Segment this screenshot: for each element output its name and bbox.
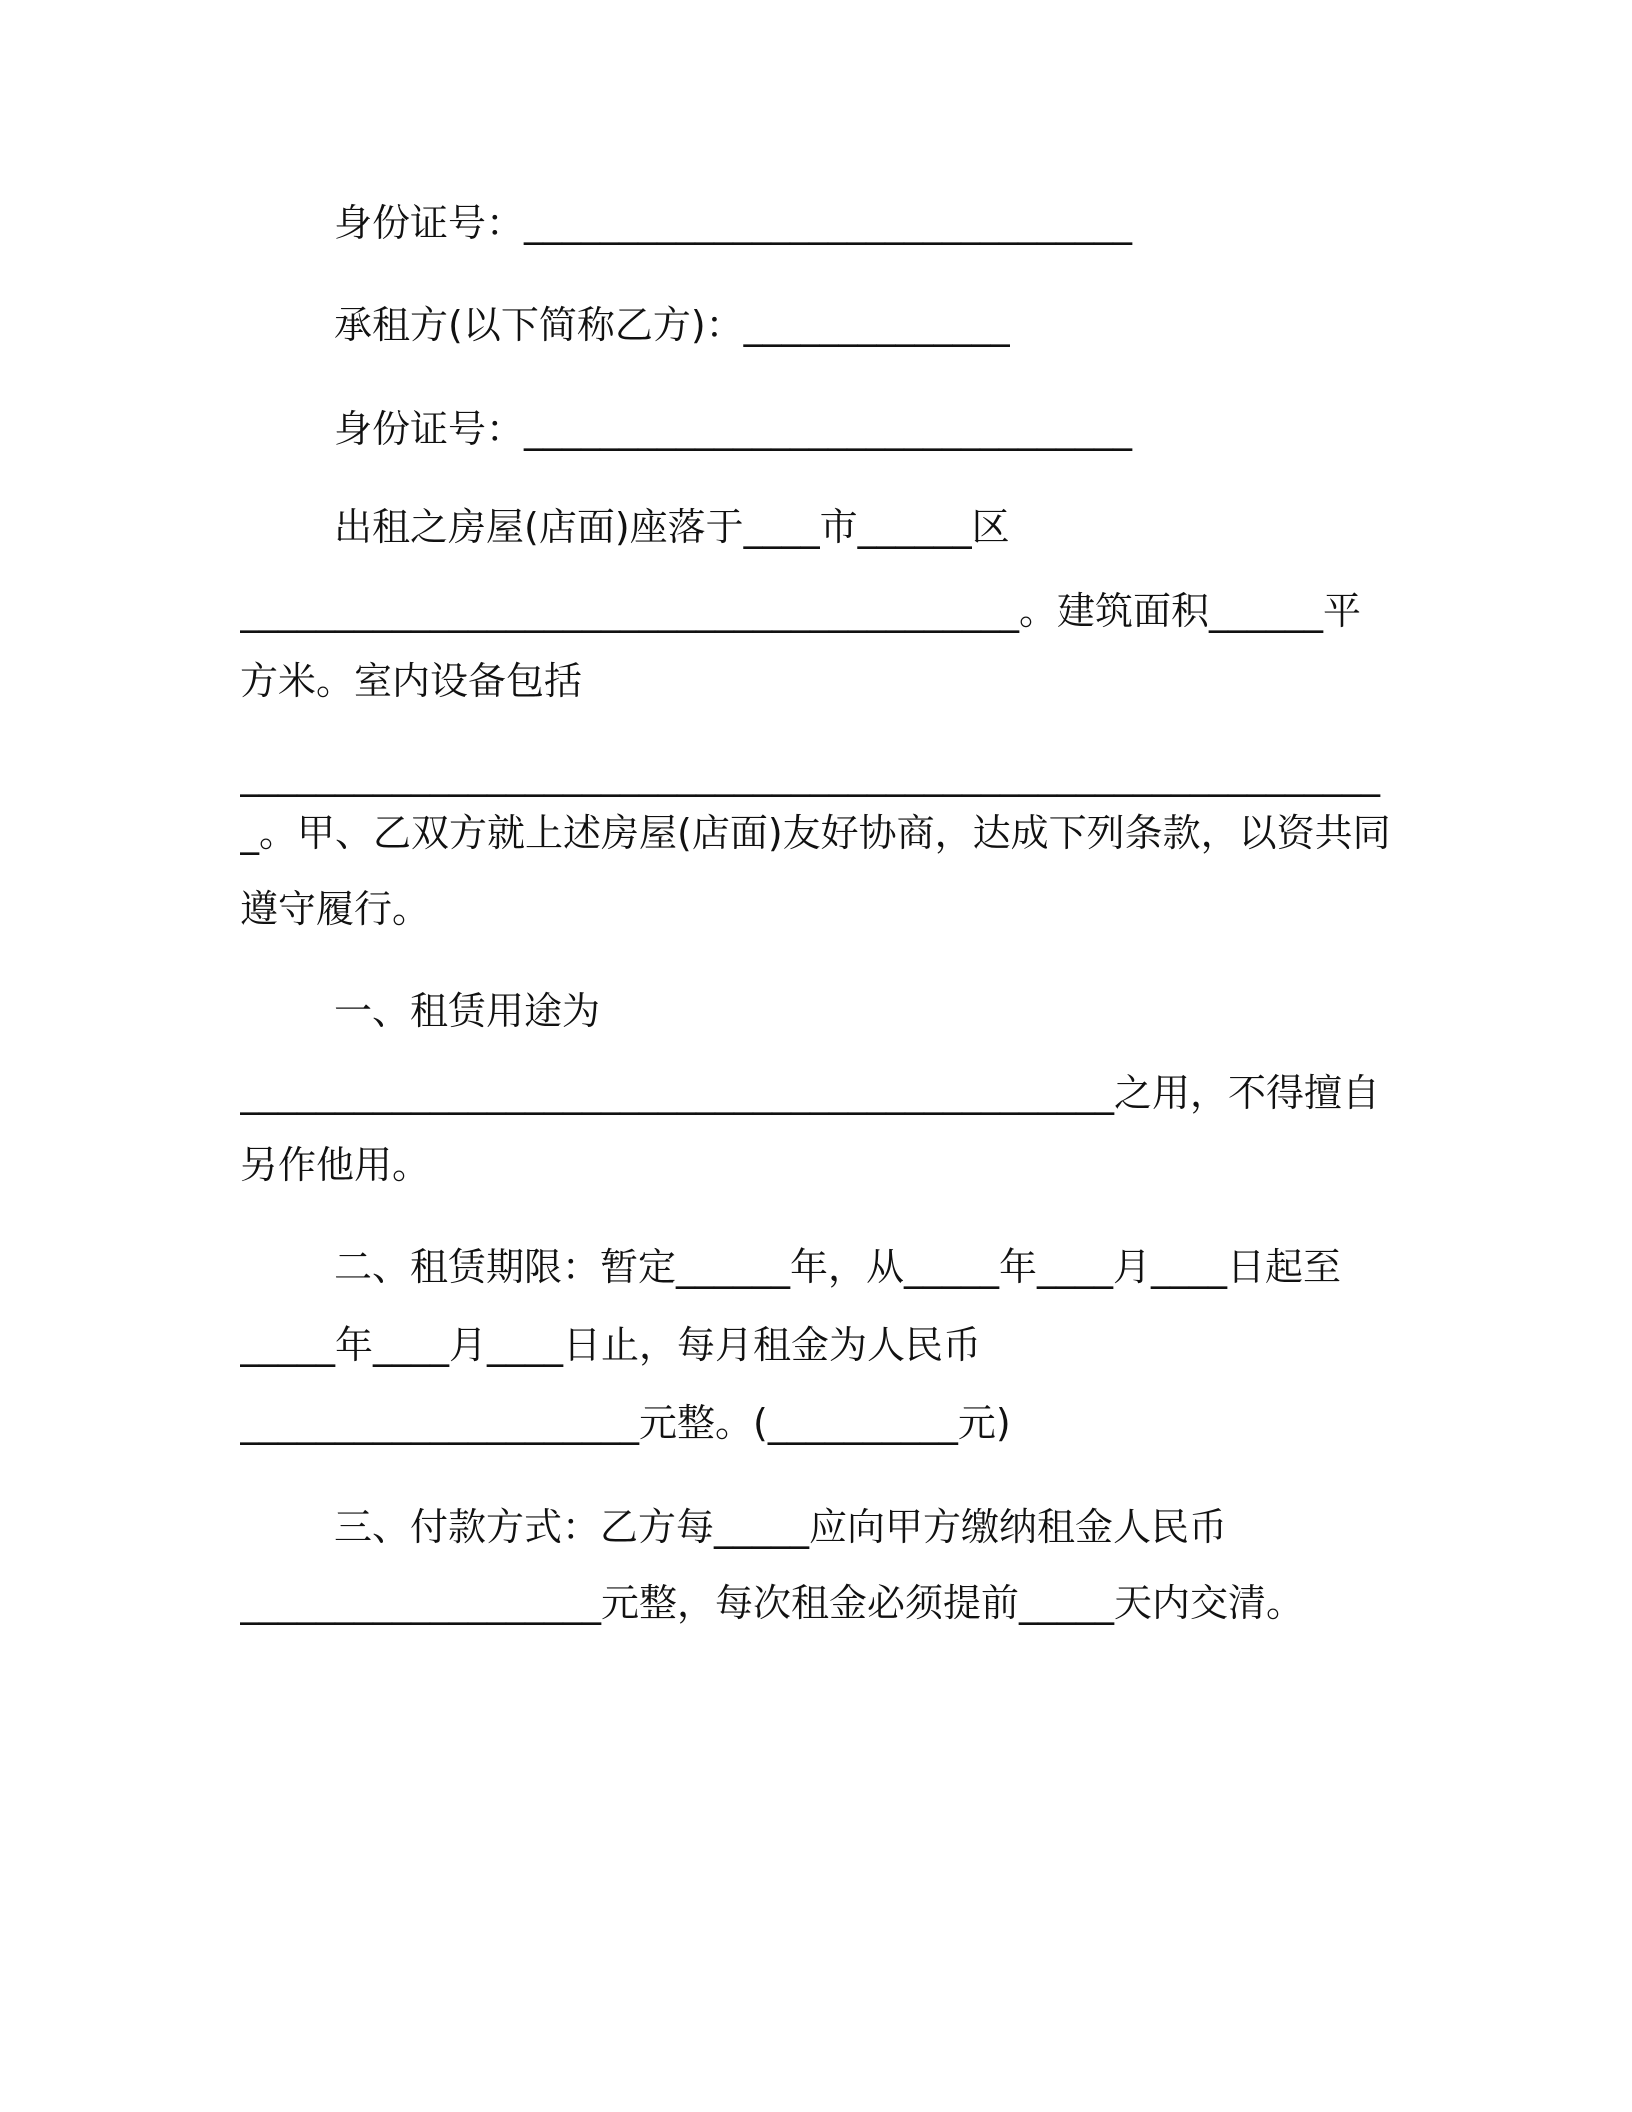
clause-3-text: ___________________元整，每次租金必须提前_____天内交清。 — [240, 1581, 1305, 1625]
clause-3-heading: 三、付款方式：乙方每_____应向甲方缴纳租金人民币 — [334, 1505, 1228, 1549]
id-number-line-2: 身份证号：________________________________ — [334, 407, 1133, 451]
clause-2-amount: _____________________元整。(__________元) — [240, 1401, 1011, 1445]
clause-1-heading: 一、租赁用途为 — [334, 989, 601, 1033]
property-location-line: 出租之房屋(店面)座落于____市______区 — [334, 505, 1010, 549]
agreement-line-cont: 遵守履行。 — [240, 887, 431, 931]
clause-1-text: ______________________________________________之用，不得擅自 — [240, 1071, 1381, 1115]
equipment-line: 方米。室内设备包括 — [240, 659, 583, 703]
clause-2-text: _____年____月____日止，每月租金为人民币 — [240, 1323, 982, 1367]
agreement-line: _。甲、乙双方就上述房屋(店面)友好协商，达成下列条款，以资共同 — [240, 811, 1391, 855]
clause-1-text-cont: 另作他用。 — [240, 1143, 431, 1187]
id-number-line-1: 身份证号：________________________________ — [334, 201, 1133, 245]
equipment-blank-line: ____________________________________________________________ — [240, 753, 1380, 797]
lessee-line: 承租方(以下简称乙方)：______________ — [334, 303, 1010, 347]
building-area-line: _________________________________________。建筑面积______平 — [240, 589, 1362, 633]
clause-2-heading: 二、租赁期限：暂定______年，从_____年____月____日起至 — [334, 1245, 1342, 1289]
